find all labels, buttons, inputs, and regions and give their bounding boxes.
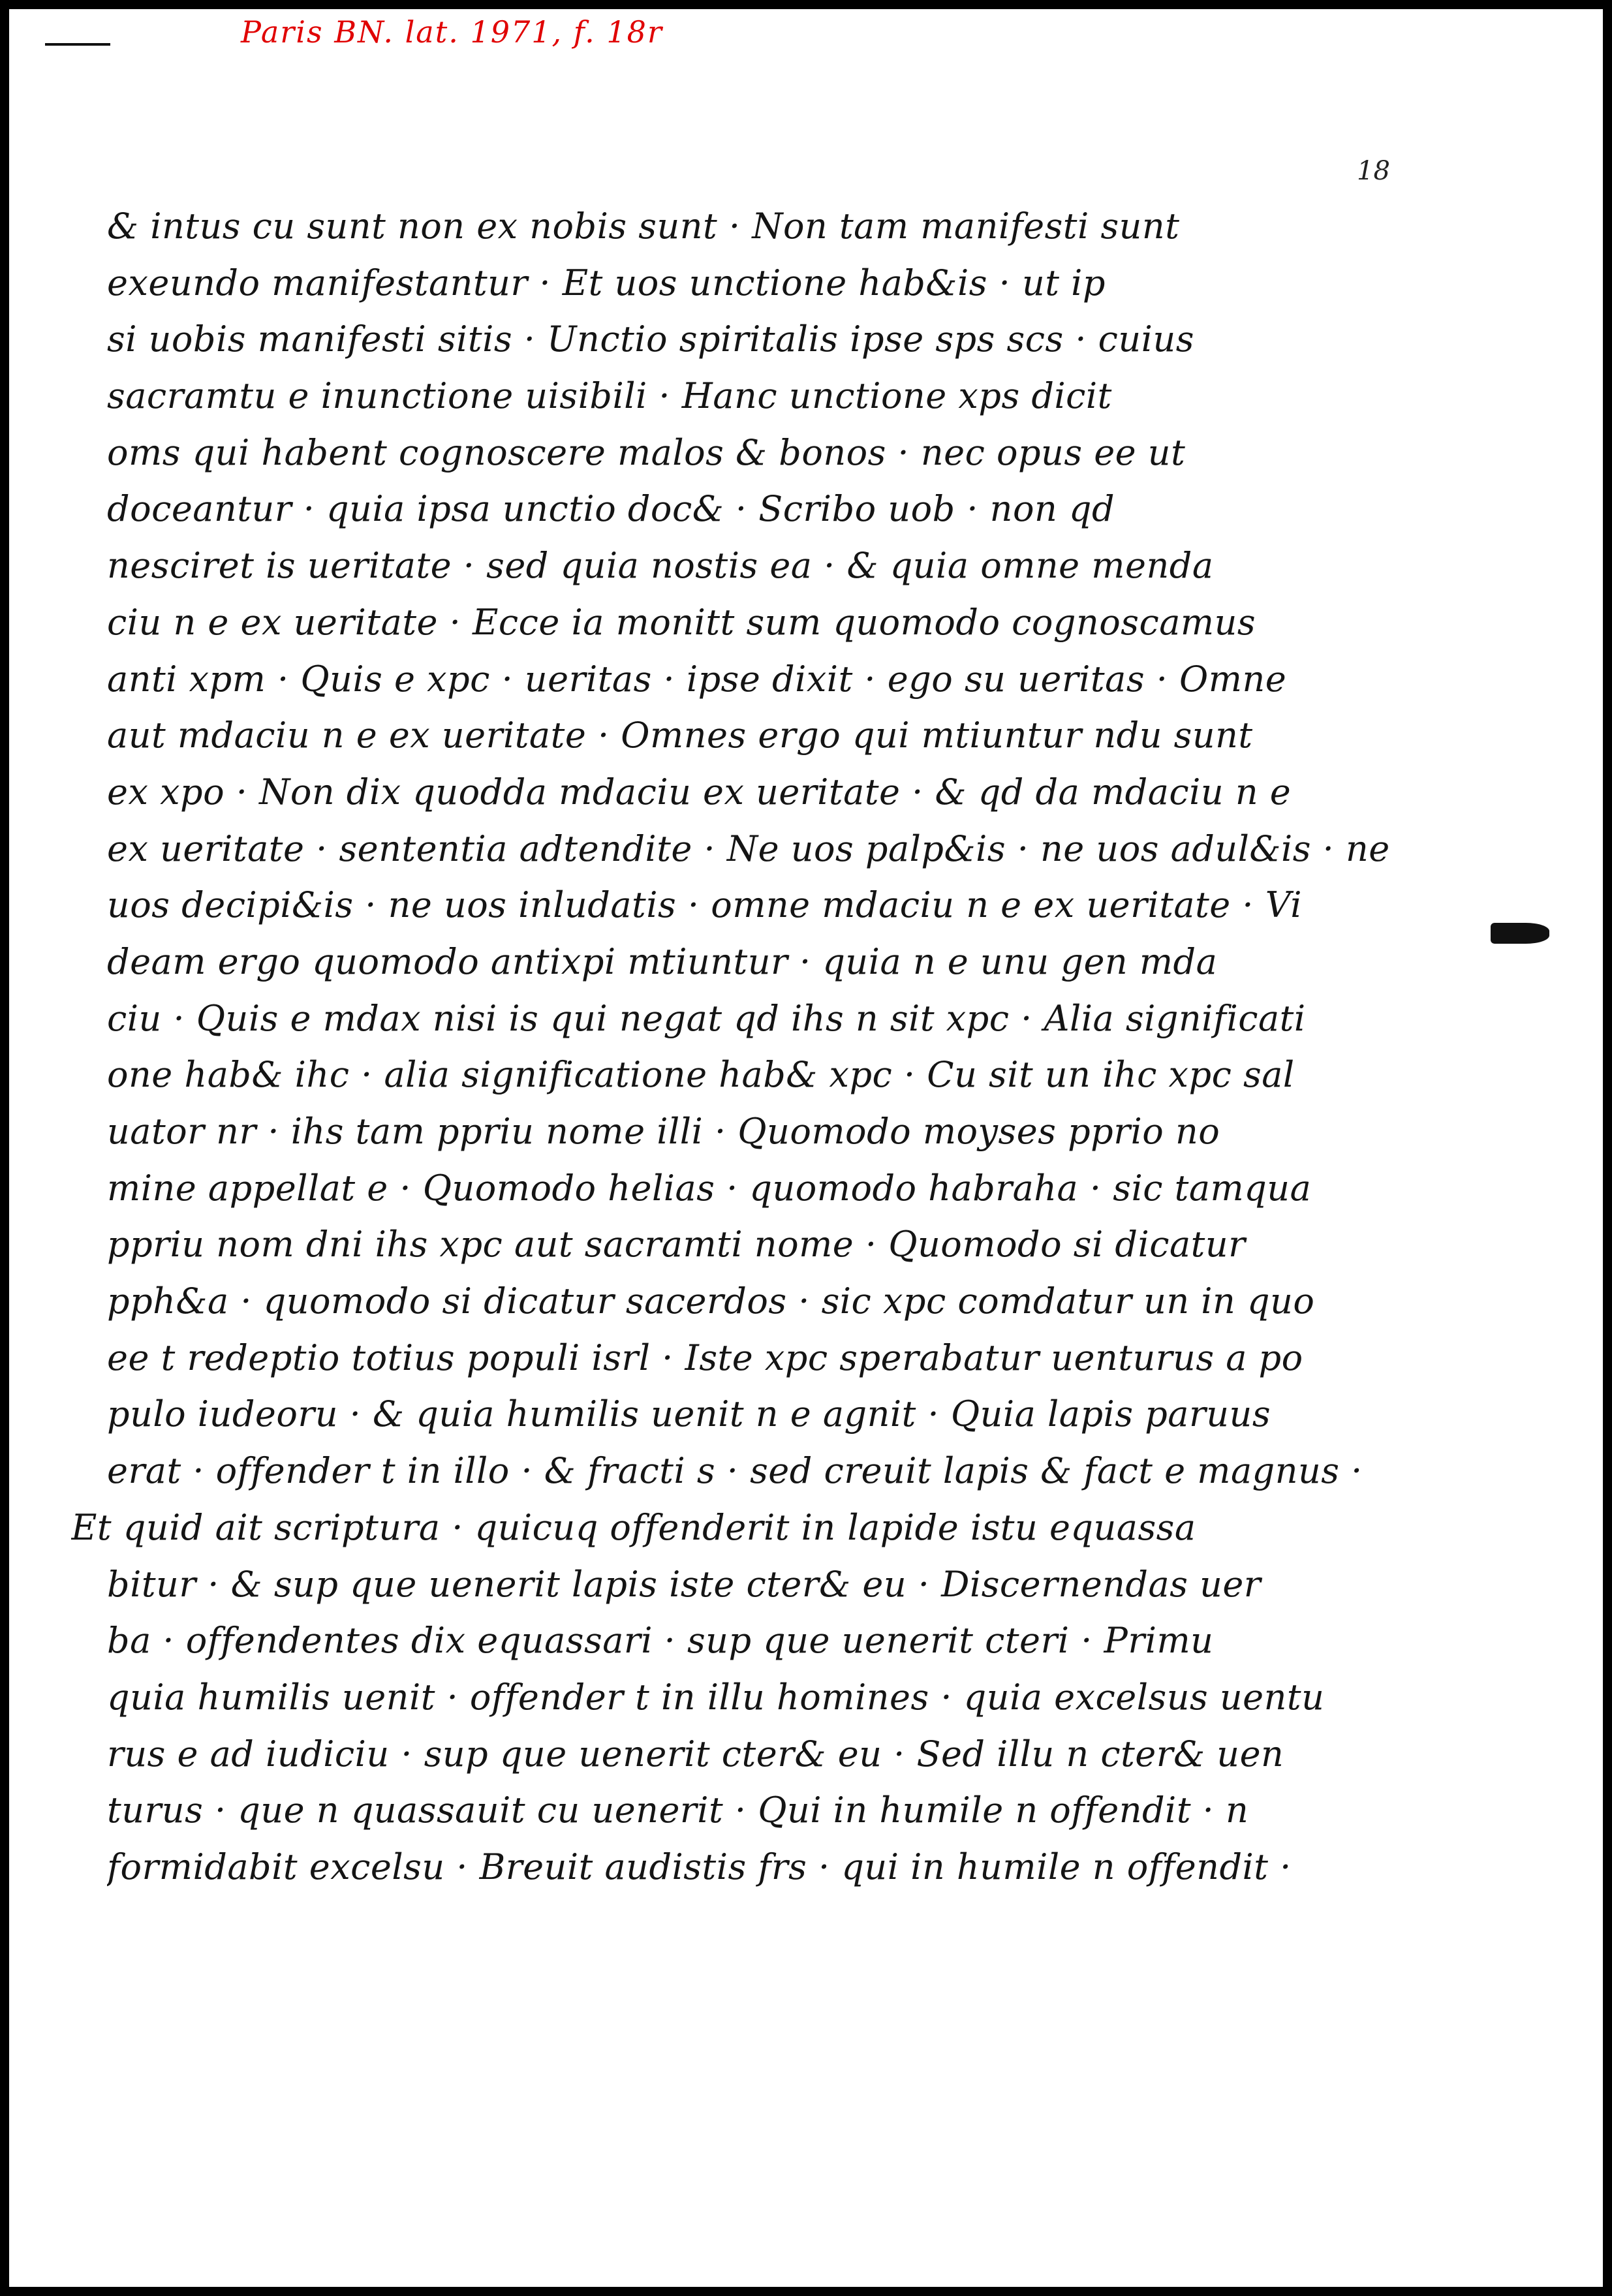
manuscript-line: turus · que n quassauit cu uenerit · Qui in humile n offendit · n	[107, 1790, 1249, 1831]
manuscript-line: ex xpo · Non dix quodda mdaciu ex ueritate · & qd da mdaciu n e	[107, 771, 1292, 813]
manuscript-line: uos decipi&is · ne uos inludatis · omne mdaciu n e ex ueritate · Vi	[107, 884, 1303, 926]
manuscript-line: one hab& ihc · alia significatione hab& xpc · Cu sit un ihc xpc sal	[107, 1054, 1295, 1096]
manuscript-line: oms qui habent cognoscere malos & bonos · nec opus ee ut	[107, 431, 1186, 473]
manuscript-line: & intus cu sunt non ex nobis sunt · Non tam manifesti sunt	[107, 206, 1180, 247]
manuscript-line: mine appellat e · Quomodo helias · quomodo habraha · sic tamqua	[107, 1167, 1312, 1209]
top-margin-rule	[45, 43, 110, 46]
folio-number: 18	[1357, 156, 1390, 186]
manuscript-line: uator nr · ihs tam ppriu nome illi · Quomodo moyses pprio no	[107, 1111, 1220, 1152]
manuscript-line: quia humilis uenit · offender t in illu homines · quia excelsus uentu	[107, 1676, 1325, 1718]
manuscript-line: si uobis manifesti sitis · Unctio spiritalis ipse sps scs · cuius	[107, 318, 1194, 360]
manuscript-line: anti xpm · Quis e xpc · ueritas · ipse dixit · ego su ueritas · Omne	[107, 658, 1287, 700]
library-shelfmark-annotation: Paris BN. lat. 1971, f. 18r	[241, 14, 663, 50]
manuscript-line: aut mdaciu n e ex ueritate · Omnes ergo qui mtiuntur ndu sunt	[107, 715, 1253, 756]
manuscript-line: ba · offendentes dix equassari · sup que uenerit cteri · Primu	[107, 1620, 1214, 1662]
manuscript-line: erat · offender t in illo · & fracti s · sed creuit lapis & fact e magnus ·	[107, 1450, 1363, 1492]
manuscript-line: formidabit excelsu · Breuit audistis frs · qui in humile n offendit ·	[107, 1846, 1292, 1887]
manuscript-line: exeundo manifestantur · Et uos unctione hab&is · ut ip	[107, 262, 1106, 303]
manuscript-line: rus e ad iudiciu · sup que uenerit cter& eu · Sed illu n cter& uen	[107, 1733, 1284, 1775]
manuscript-line: bitur · & sup que uenerit lapis iste cter& eu · Discernendas uer	[107, 1563, 1262, 1605]
manuscript-line: pulo iudeoru · & quia humilis uenit n e agnit · Quia lapis paruus	[107, 1393, 1271, 1435]
manuscript-line: Et quid ait scriptura · quicuq offenderit in lapide istu equassa	[71, 1506, 1196, 1548]
manuscript-line: ciu n e ex ueritate · Ecce ia monitt sum quomodo cognoscamus	[107, 601, 1256, 643]
manuscript-line: ppriu nom dni ihs xpc aut sacramti nome · Quomodo si dicatur	[107, 1224, 1246, 1265]
manuscript-line: pph&a · quomodo si dicatur sacerdos · sic xpc comdatur un in quo	[107, 1280, 1315, 1322]
manuscript-line: nesciret is ueritate · sed quia nostis ea · & quia omne menda	[107, 545, 1214, 587]
manuscript-line: deam ergo quomodo antixpi mtiuntur · quia n e unu gen mda	[107, 940, 1218, 982]
manuscript-line: ee t redeptio totius populi isrl · Iste xpc sperabatur uenturus a po	[107, 1337, 1303, 1378]
manuscript-text-block	[71, 198, 1412, 1896]
manuscript-line: ex ueritate · sententia adtendite · Ne uos palp&is · ne uos adul&is · ne	[107, 828, 1390, 869]
manuscript-line: doceantur · quia ipsa unctio doc& · Scribo uob · non qd	[107, 488, 1115, 530]
margin-tab-marker	[1491, 923, 1549, 944]
manuscript-line: sacramtu e inunctione uisibili · Hanc unctione xps dicit	[107, 375, 1112, 417]
manuscript-page	[9, 9, 1603, 2287]
manuscript-line: ciu · Quis e mdax nisi is qui negat qd ihs n sit xpc · Alia significati	[107, 997, 1306, 1039]
